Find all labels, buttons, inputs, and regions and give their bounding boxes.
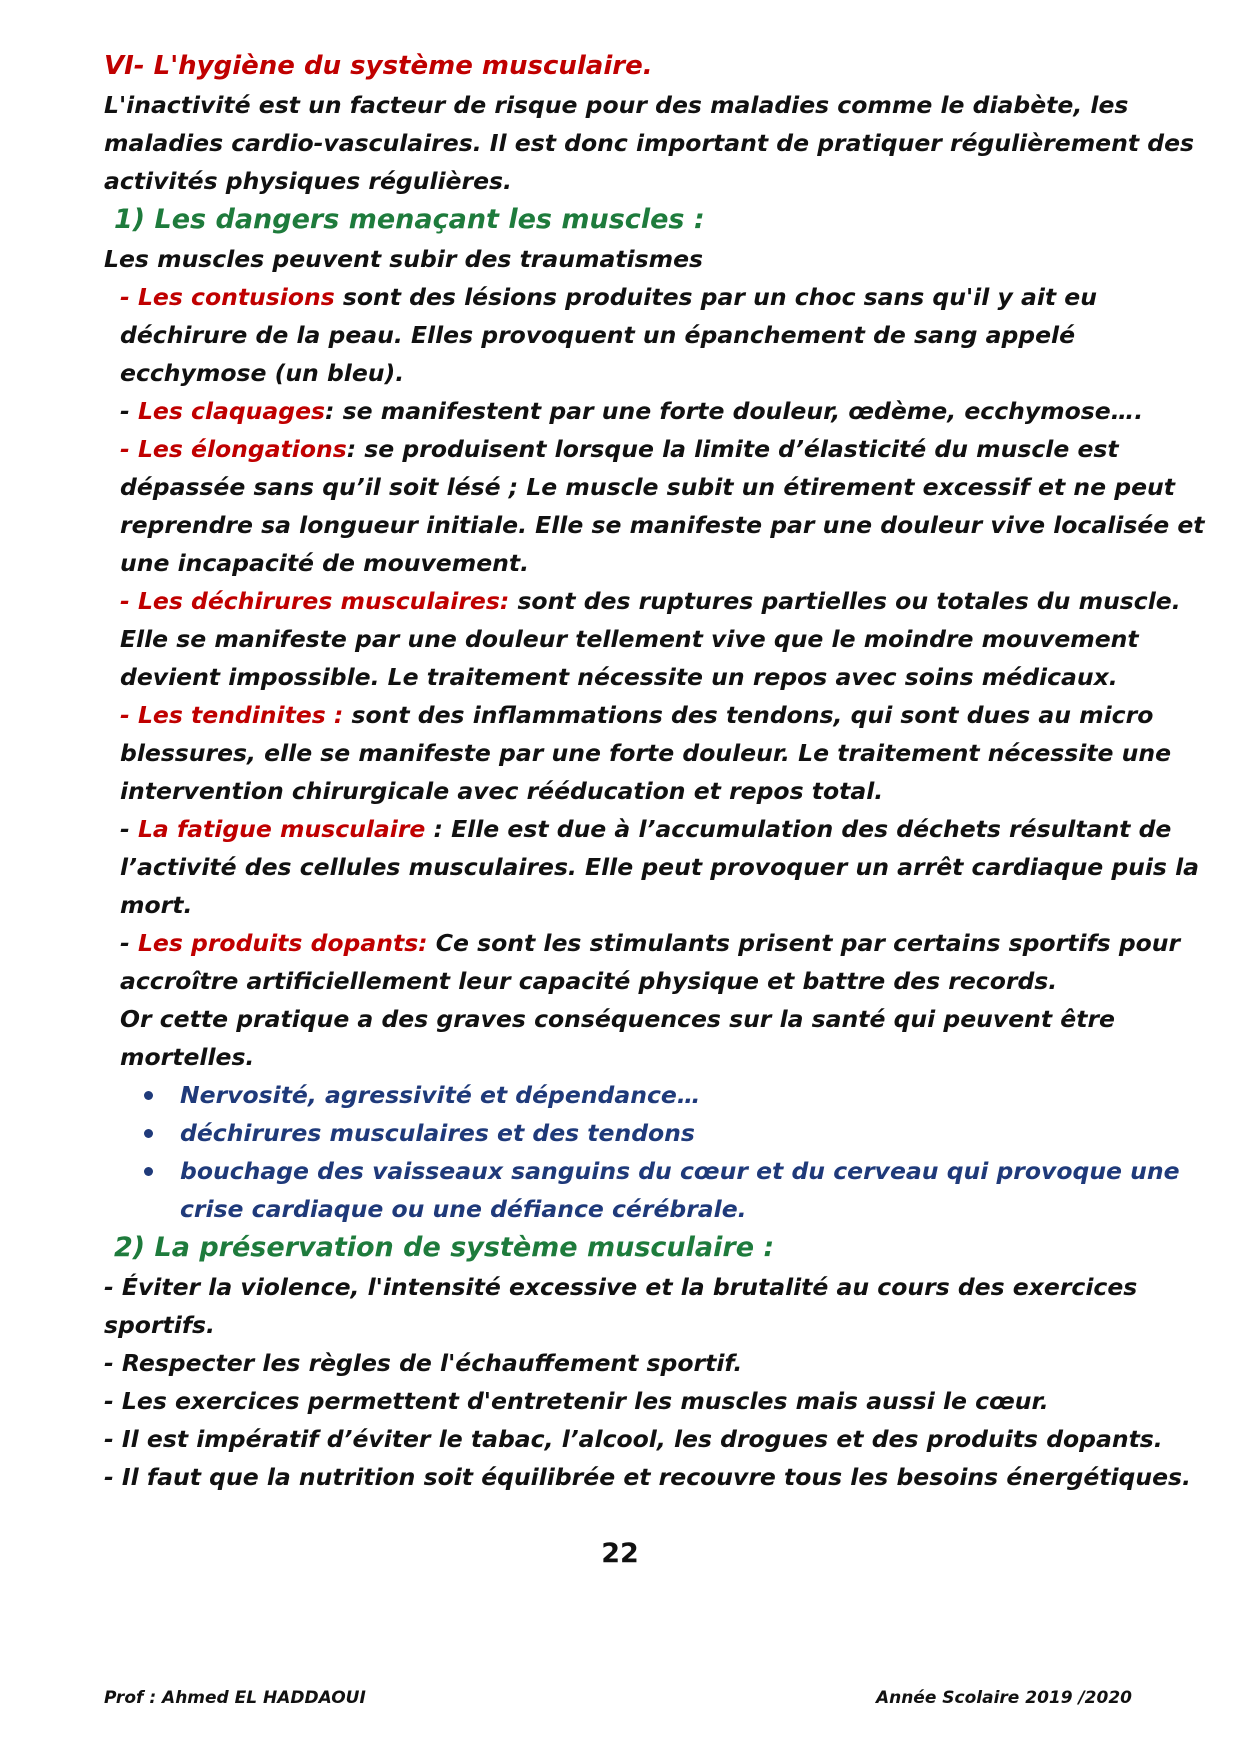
- item-dash: -: [120, 701, 138, 729]
- section-lead: Les muscles peuvent subir des traumatismes: [104, 245, 704, 273]
- danger-item-dopants: [104, 924, 1214, 1000]
- section-heading-dangers: 1) Les dangers menaçant les muscles :: [114, 204, 705, 235]
- danger-description: : Elle est due à l’accumulation des déchets résultant de l’activité des cellules musculaires. Elle peut provoquer un arrêt cardiaque puis la mort.: [120, 815, 1200, 919]
- item-dash: -: [120, 815, 138, 843]
- list-item: Nervosité, agressivité et dépendance…: [180, 1076, 1214, 1114]
- item-dash: -: [120, 435, 138, 463]
- danger-term: Les claquages: [137, 397, 326, 425]
- danger-term: Les déchirures musculaires:: [137, 587, 510, 615]
- danger-description: Ce sont les stimulants prisent par certains sportifs pour accroître artificiellement leur capacité physique et battre des records.: [120, 929, 1181, 995]
- preservation-item: - Il faut que la nutrition soit équilibrée et recouvre tous les besoins énergétiques.: [104, 1463, 1191, 1491]
- danger-item-fatigue: [104, 810, 1214, 924]
- danger-term: Les contusions: [137, 283, 335, 311]
- page-number: 22: [601, 1538, 639, 1569]
- footer-school-year: Année Scolaire 2019 /2020: [875, 1688, 1132, 1708]
- preservation-item: - Éviter la violence, l'intensité excessive et la brutalité au cours des exercices sportifs.: [104, 1273, 1138, 1339]
- danger-item-tendinites: [104, 696, 1214, 810]
- danger-item-elongations: [104, 430, 1214, 582]
- danger-term: Les tendinites :: [137, 701, 344, 729]
- preservation-item: - Les exercices permettent d'entretenir les muscles mais aussi le cœur.: [104, 1387, 1049, 1415]
- danger-item-contusions: [104, 278, 1214, 392]
- footer-author: Prof : Ahmed EL HADDAOUI: [104, 1688, 366, 1708]
- consequences-intro: Or cette pratique a des graves conséquences sur la santé qui peuvent être mortelles.: [120, 1005, 1115, 1071]
- danger-term: Les élongations: [137, 435, 347, 463]
- danger-description: : se produisent lorsque la limite d’élasticité du muscle est dépassée sans qu’il soit lésé ; Le muscle subit un étirement excessif et ne peut reprendre sa longueur initiale. Elle se manifeste par une douleur vive localisée et une incapacité de mouvement.: [120, 435, 1205, 577]
- section-heading-preservation: 2) La préservation de système musculaire :: [114, 1232, 775, 1263]
- document-title: VI- L'hygiène du système musculaire.: [104, 51, 653, 81]
- consequences-list: [104, 1076, 1214, 1228]
- item-dash: -: [120, 929, 138, 957]
- danger-term: La fatigue musculaire: [137, 815, 426, 843]
- item-dash: -: [120, 283, 138, 311]
- danger-term: Les produits dopants:: [137, 929, 428, 957]
- danger-item-dechirures: [104, 582, 1214, 696]
- item-dash: -: [120, 587, 138, 615]
- danger-description: sont des inflammations des tendons, qui sont dues au micro blessures, elle se manifeste par une forte douleur. Le traitement nécessite une intervention chirurgicale avec rééducation et repos total.: [120, 701, 1172, 805]
- list-item: déchirures musculaires et des tendons: [180, 1114, 1214, 1152]
- danger-item-claquages: [104, 392, 1214, 430]
- danger-description: sont des ruptures partielles ou totales du muscle. Elle se manifeste par une douleur tellement vive que le moindre mouvement devient impossible. Le traitement nécessite un repos avec soins médicaux.: [120, 587, 1181, 691]
- list-item: bouchage des vaisseaux sanguins du cœur et du cerveau qui provoque une crise cardiaque ou une défiance cérébrale.: [180, 1152, 1214, 1228]
- preservation-item: - Respecter les règles de l'échauffement sportif.: [104, 1349, 743, 1377]
- danger-description: : se manifestent par une forte douleur, œdème, ecchymose….: [325, 397, 1144, 425]
- preservation-item: - Il est impératif d’éviter le tabac, l’alcool, les drogues et des produits dopants.: [104, 1425, 1163, 1453]
- document-page: [104, 46, 1214, 1496]
- item-dash: -: [120, 397, 138, 425]
- danger-description: sont des lésions produites par un choc sans qu'il y ait eu déchirure de la peau. Elles provoquent un épanchement de sang appelé ecchymose (un bleu).: [120, 283, 1097, 387]
- intro-paragraph: L'inactivité est un facteur de risque pour des maladies comme le diabète, les maladies cardio-vasculaires. Il est donc important de pratiquer régulièrement des activités physiques régulières.: [104, 91, 1195, 195]
